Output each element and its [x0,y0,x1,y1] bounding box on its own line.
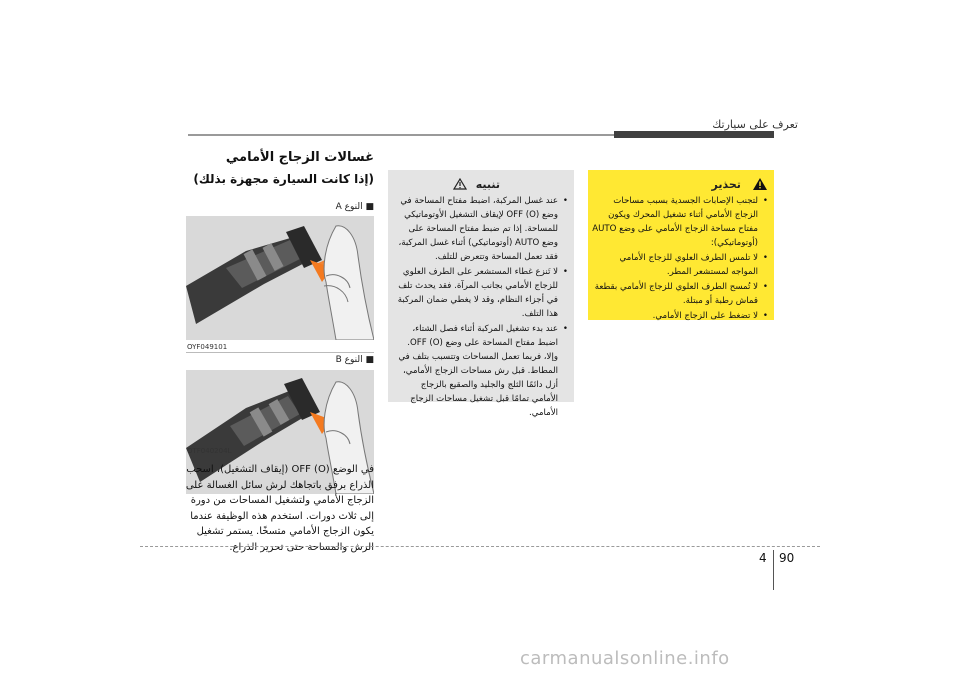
running-header: تعرف على سيارتك [712,118,798,131]
notice-box [388,170,574,418]
warning-box [588,170,774,320]
section-title: غسالات الزجاج الأمامي [225,150,374,165]
footer-rule [140,546,820,547]
body-paragraph: في الوضع OFF (O) (إيقاف التشغيل)، اسحب الذراع برفق باتجاهك لرش سائل الغسالة على الزجاج الأمامي ولتشغيل المساحات من دورة إلى ثلاث دورات. استخدم هذه الوظيفة عندما يكون الزجاج الأمامي متسخًا. يستمر تشغيل الرش والمساحة حتى تحرير الذراع. [185,464,374,553]
caution-triangle-icon [453,178,467,190]
figure-separator [186,352,374,353]
watermark-text: carmanualsonline.info [520,648,730,669]
figure-a-image [186,216,374,340]
figure-a-code: OYF049101 [187,343,228,351]
warning-heading: تحذير [711,178,741,191]
notice-item: • لا تَنزع غطاء المستشعر على الطرف العلوي للزجاج الأمامي بجانب المرآة. فقد يحدث تلف في أجزاء النظام، وقد لا يغطي ضمان المركبة هذا التلف. [392,265,568,321]
figure-b-label: ■ النوع B [335,355,374,365]
page-number-divider [773,550,774,590]
notice-list [392,194,568,421]
notice-heading-wrap [453,173,500,192]
warning-triangle-icon [752,177,768,191]
header-bar [614,131,774,138]
figure-b-code: OTF040204L [187,447,232,455]
notice-item: • عند بدء تشغيل المركبة أثناء فصل الشتاء، اضبط مفتاح المساحة على وضع OFF (O). وإلا، فربما تعمل المساحات وتتسبب بتلف في المطاط. قبل رش مساحات الزجاج الأمامي، أزل دائمًا الثلج والجليد والصقيع بالزجاج الأمامي تمامًا قبل تشغيل مساحات الزجاج الأمامي. [392,322,568,420]
chapter-number: 4 [759,551,767,565]
figure-a-label: ■ النوع A [335,202,374,212]
warning-item: • لا تلمس الطرف العلوي للزجاج الأمامي المواجه لمستشعر المطر. [592,251,768,279]
warning-item: • لا تُمسح الطرف العلوي للزجاج الأمامي بقطعة قماش رطبة أو مبتلة. [592,280,768,308]
warning-item: • لا تضغط على الزجاج الأمامي. [592,309,768,323]
notice-item: • عند غسل المركبة، اضبط مفتاح المساحة في وضع OFF (O) لإيقاف التشغيل الأوتوماتيكي للمساحة. إذا تم ضبط مفتاح المساحة على وضع AUTO (أوتوماتيكي) أثناء غسل المركبة، فقد تعمل المساحة وتتعرض للتلف. [392,194,568,264]
notice-heading: تنبيه [475,178,500,191]
wiper-stalk-illustration-a [186,216,374,340]
warning-item: • لتجنب الإصابات الجسدية بسبب مساحات الزجاج الأمامي أثناء تشغيل المحرك ويكون مفتاح مساحة الزجاج الأمامي على وضع AUTO (أوتوماتيكي): [592,194,768,250]
warning-heading-wrap [712,173,768,192]
page-number: 90 [779,551,795,565]
warning-list [592,194,768,324]
section-subtitle: (إذا كانت السيارة مجهزة بذلك) [193,172,374,186]
